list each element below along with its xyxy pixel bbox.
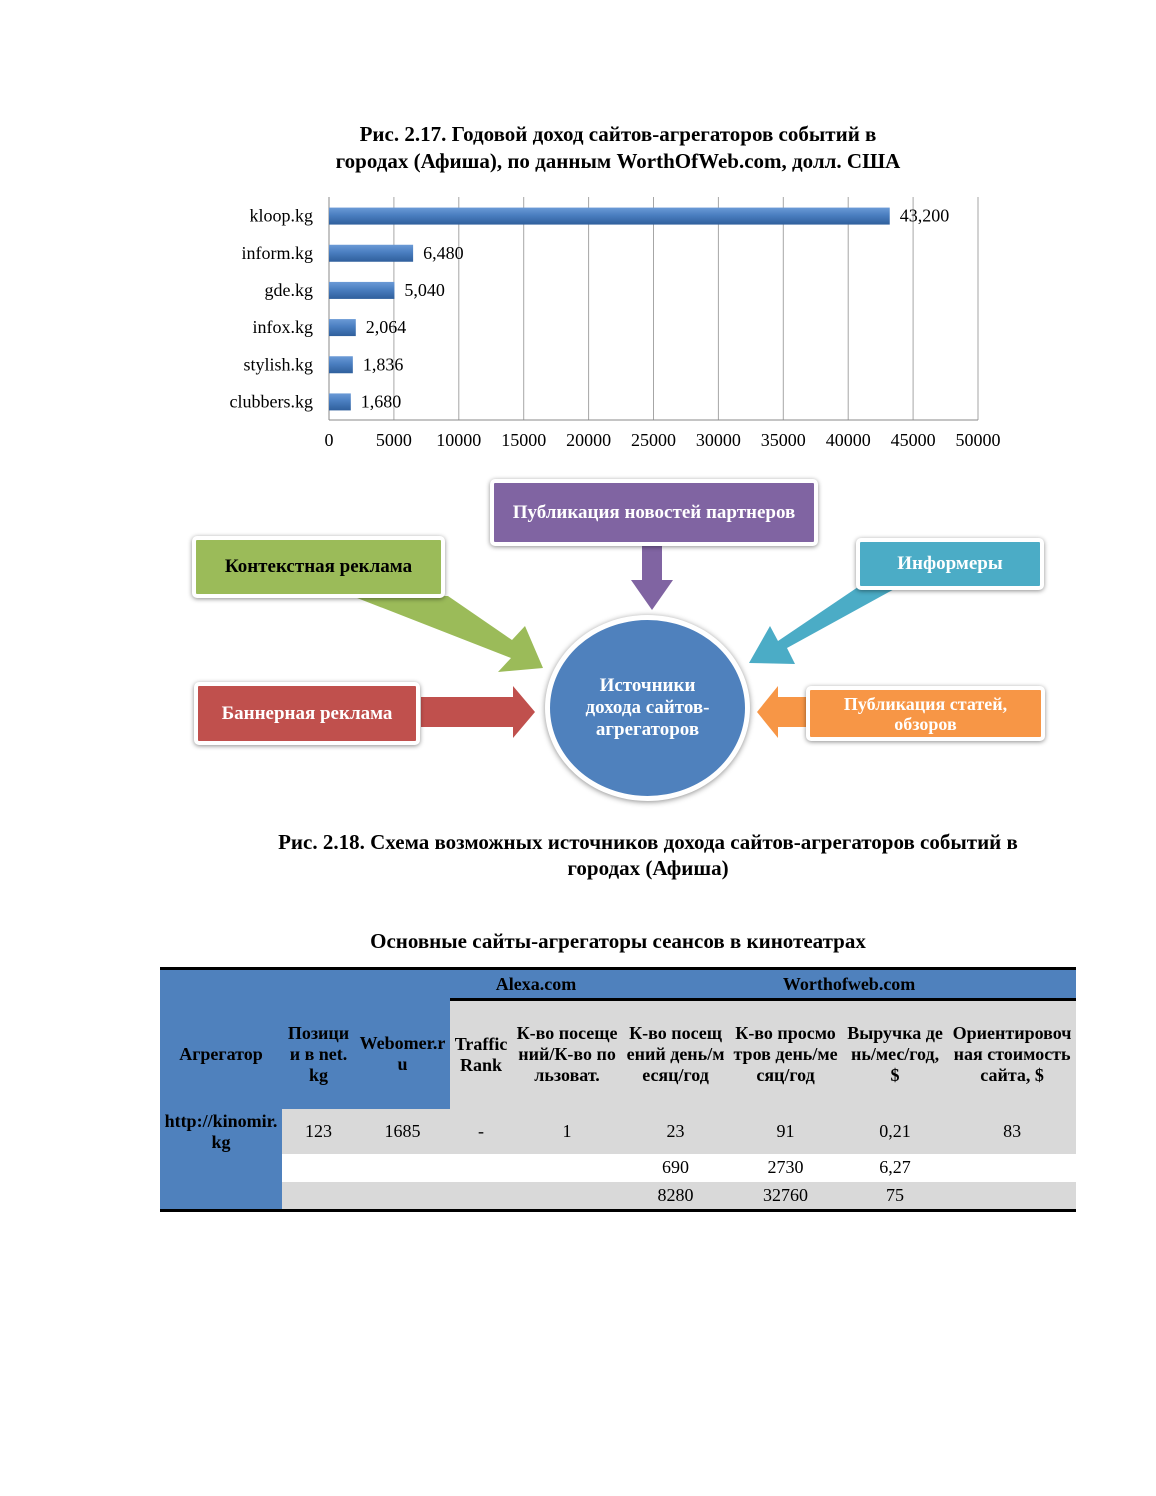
table-row: [160, 1109, 1076, 1154]
x-tick-label: 5000: [375, 430, 412, 450]
node-informers: [856, 538, 1044, 590]
group-header-worthofweb: Worthofweb.com: [622, 969, 1076, 1000]
cell-visits: 23: [622, 1109, 729, 1154]
x-tick-label: 50000: [955, 430, 1001, 450]
data-label: 6,480: [423, 242, 464, 263]
category-label: inform.kg: [241, 242, 313, 263]
figure-2-17-title-line2: городах (Афиша), по данным WorthOfWeb.com, долл. США: [335, 149, 901, 173]
x-tick-label: 10000: [436, 430, 482, 450]
category-label: gde.kg: [264, 279, 313, 300]
data-label: 5,040: [404, 279, 445, 300]
category-label: infox.kg: [252, 317, 313, 338]
arrow-partner-news: [631, 546, 673, 610]
node-context-ads-label: Контекстная реклама: [224, 556, 413, 577]
aggregators-table: [160, 967, 1076, 1212]
aggregator-name: http://kinomir.kg: [160, 1109, 282, 1211]
cell-empty: [512, 1182, 622, 1211]
x-tick-label: 25000: [631, 430, 676, 450]
node-informers-label: Информеры: [897, 553, 1003, 574]
arrow-informers: [749, 587, 898, 664]
table-row: [160, 1182, 1076, 1211]
group-header-alexa: Alexa.com: [450, 969, 622, 1000]
group-header-row: [160, 969, 1076, 1000]
x-tick-label: 45000: [890, 430, 936, 450]
x-tick-label: 30000: [695, 430, 741, 450]
cell-positions: 123: [282, 1109, 355, 1154]
x-tick-label: 40000: [825, 430, 871, 450]
cell-empty: [355, 1182, 450, 1211]
data-label: 43,200: [899, 205, 950, 226]
cell-revenue: 6,27: [842, 1154, 948, 1182]
x-tick-label: 15000: [501, 430, 547, 450]
header-traffic-rank: Traffic Rank: [450, 1000, 512, 1109]
header-positions: Позиции в net.kg: [282, 1000, 355, 1109]
header-aggregator: Агрегатор: [160, 1000, 282, 1109]
column-header-row: [160, 1000, 1076, 1109]
cell-visits: 8280: [622, 1182, 729, 1211]
node-partner-news: [490, 479, 818, 546]
cell-traffic-rank: -: [450, 1109, 512, 1154]
node-banner-ads: [194, 682, 420, 745]
header-site-value: Ориентировочная стоимость сайта, $: [948, 1000, 1076, 1109]
figure-2-18-caption-line2: городах (Афиша): [567, 856, 729, 880]
figure-2-17-title-line1: Рис. 2.17. Годовой доход сайтов-агрегаторов событий в: [359, 122, 877, 146]
cell-empty: [355, 1154, 450, 1182]
figure-2-18-caption: [160, 829, 1136, 881]
header-revenue: Выручка день/мес/год, $: [842, 1000, 948, 1109]
cell-empty: [282, 1154, 355, 1182]
node-partner-news-label: Публикация новостей партнеров: [512, 501, 796, 523]
data-label: 1,836: [362, 354, 404, 375]
node-articles-label: Публикация статей, обзоров: [843, 693, 1008, 734]
cell-revenue: 0,21: [842, 1109, 948, 1154]
cell-empty: [512, 1154, 622, 1182]
arrow-articles: [757, 686, 808, 738]
cell-empty: [450, 1154, 512, 1182]
arrow-banner-ads: [421, 686, 535, 738]
arrow-context-ads: [352, 596, 543, 672]
figure-2-18-caption-line1: Рис. 2.18. Схема возможных источников дохода сайтов-агрегаторов событий в: [278, 830, 1018, 854]
header-webomer: Webomer.ru: [355, 1000, 450, 1109]
diagram-center-label: Источники дохода сайтов-агрегаторов: [585, 675, 710, 740]
header-visits: К-во посещений день/месяц/год: [622, 1000, 729, 1109]
data-label: 1,680: [360, 391, 402, 412]
cell-visits: 690: [622, 1154, 729, 1182]
category-label: clubbers.kg: [229, 391, 313, 412]
category-label: kloop.kg: [249, 205, 313, 226]
cell-views: 2730: [729, 1154, 842, 1182]
x-tick-label: 0: [324, 430, 334, 450]
cell-empty: [450, 1182, 512, 1211]
cell-visits-per-user: 1: [512, 1109, 622, 1154]
cell-empty: [948, 1182, 1076, 1211]
node-banner-ads-label: Баннерная реклама: [221, 702, 393, 724]
cell-views: 91: [729, 1109, 842, 1154]
category-label: stylish.kg: [243, 354, 313, 375]
node-context-ads: [192, 536, 445, 598]
table-row: [160, 1154, 1076, 1182]
x-tick-label: 20000: [566, 430, 612, 450]
table-title: Основные сайты-агрегаторы сеансов в кинотеатрах: [370, 929, 866, 953]
group-header-empty: [160, 969, 450, 1000]
cell-views: 32760: [729, 1182, 842, 1211]
header-visits-per-user: К-во посещений/К-во пользоват.: [512, 1000, 622, 1109]
data-label: 2,064: [365, 317, 407, 338]
cell-revenue: 75: [842, 1182, 948, 1211]
node-articles: [806, 686, 1045, 741]
cell-empty: [282, 1182, 355, 1211]
x-tick-label: 35000: [760, 430, 806, 450]
cell-empty: [948, 1154, 1076, 1182]
header-views: К-во просмотров день/месяц/год: [729, 1000, 842, 1109]
cell-site-value: 83: [948, 1109, 1076, 1154]
cell-webomer: 1685: [355, 1109, 450, 1154]
diagram-center-circle: [545, 615, 750, 801]
